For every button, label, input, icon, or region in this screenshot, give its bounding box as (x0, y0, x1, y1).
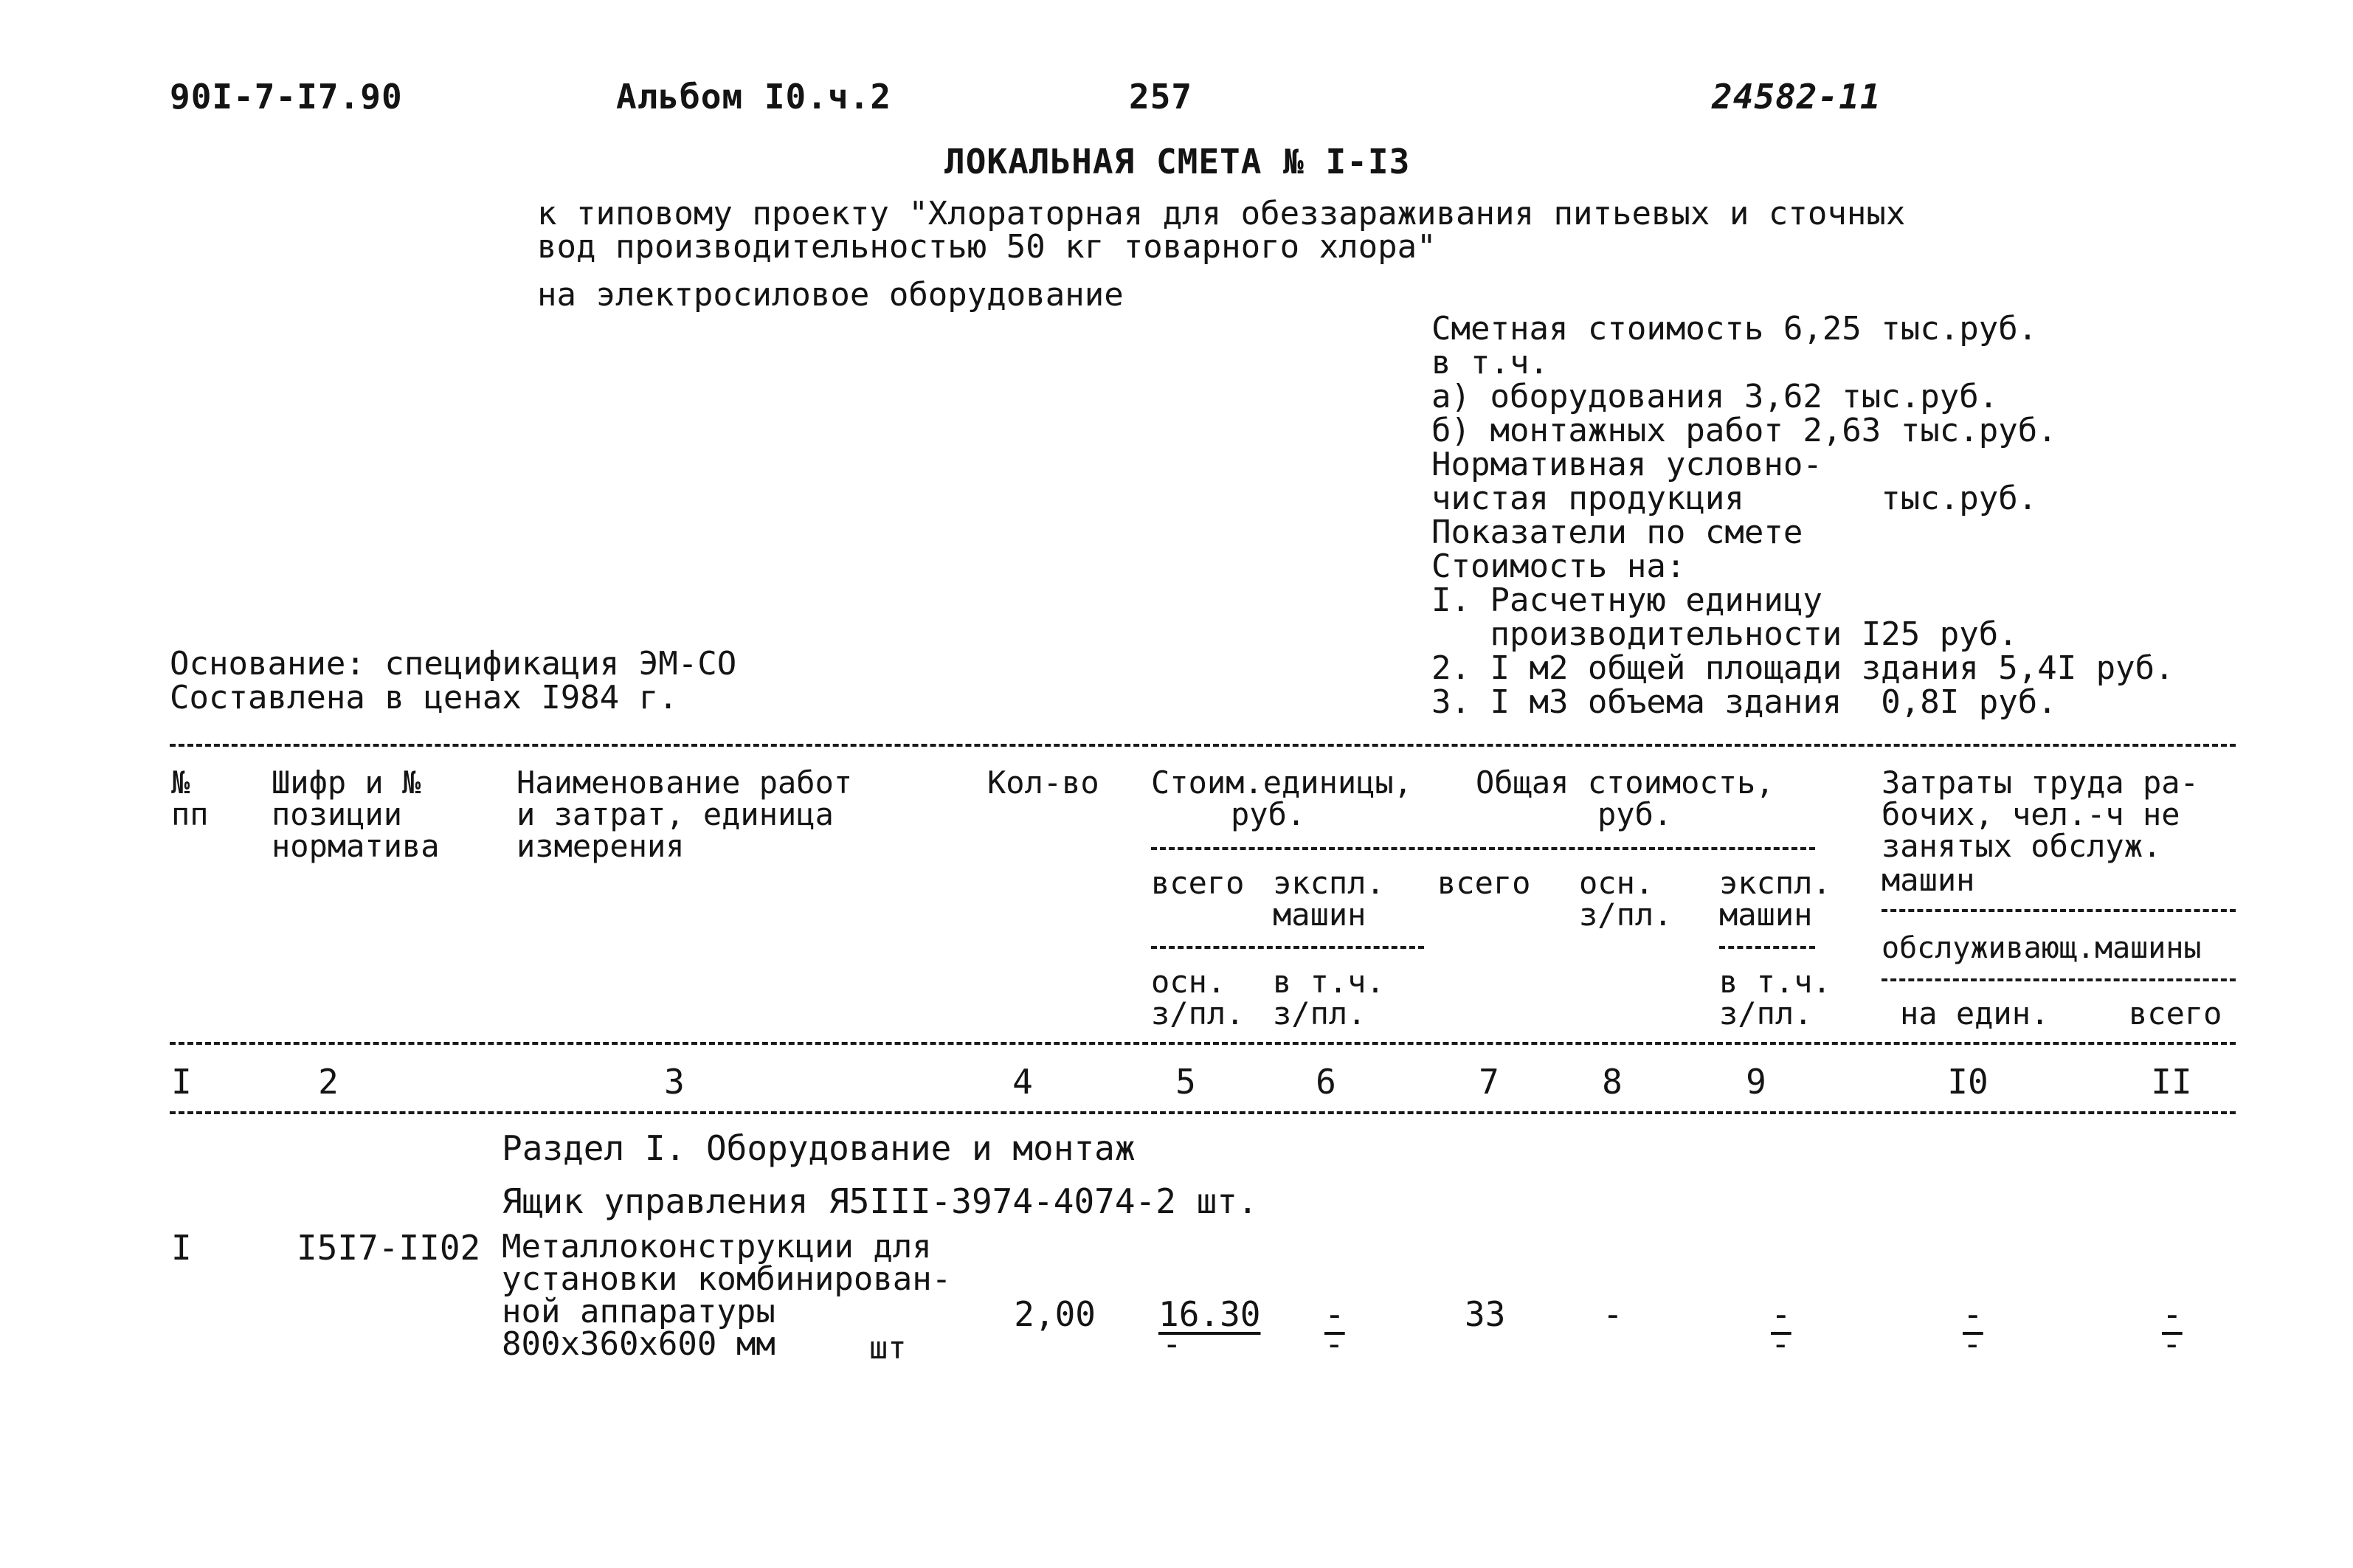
column-number: 4 (1012, 1062, 1033, 1102)
row-name-line: 800х360х600 мм (502, 1325, 775, 1363)
column-number: I (171, 1062, 192, 1102)
column-number: II (2151, 1062, 2192, 1102)
row-unit-total: 16.30 (1158, 1294, 1261, 1334)
table-top-rule (170, 744, 2236, 747)
document-code: 90I-7-I7.90 (170, 77, 403, 117)
row-total-machine: - (1771, 1294, 1791, 1334)
row-total-machine-sub: - (1771, 1325, 1791, 1363)
header-c6-top: машин (1273, 897, 1366, 933)
price-basis-line: Составлена в ценах I984 г. (170, 679, 678, 716)
header-labor: бочих, чел.-ч не (1882, 796, 2180, 832)
header-total-cost: Общая стоимость, (1476, 764, 1775, 801)
header-c9-top: экспл. (1719, 865, 1831, 901)
document-title: ЛОКАЛЬНАЯ СМЕТА № I-I3 (944, 142, 1411, 182)
column-number-rule (170, 1111, 2236, 1114)
sheet-number: 24582-11 (1712, 77, 1882, 117)
row-quantity: 2,00 (1014, 1294, 1096, 1334)
summary-line: Показатели по смете (1431, 514, 1803, 551)
header-code: норматива (272, 828, 440, 864)
header-c7-top: всего (1437, 865, 1531, 901)
row-name-line: Металлоконструкции для (502, 1228, 932, 1265)
header-name: измерения (516, 828, 685, 864)
column-number: I0 (1947, 1062, 1989, 1102)
summary-line: 3. I м3 объема здания 0,8I руб. (1431, 683, 2057, 721)
header-c9-bot: в т.ч. (1719, 964, 1831, 1000)
labor-subrule (1882, 909, 2236, 912)
purpose-line: на электросиловое оборудование (537, 276, 1124, 314)
row-total: 33 (1465, 1294, 1506, 1334)
album-number: Альбом I0.ч.2 (616, 77, 892, 117)
header-c6-bot: з/пл. (1273, 995, 1366, 1032)
header-c6-bot: в т.ч. (1273, 964, 1385, 1000)
section-title: Раздел I. Оборудование и монтаж (502, 1128, 1136, 1168)
page-number: 257 (1129, 77, 1193, 117)
summary-line: а) оборудования 3,62 тыс.руб. (1431, 378, 1999, 415)
summary-line: производительности I25 руб. (1431, 615, 2018, 653)
row-number: I (171, 1228, 192, 1268)
header-qty: Кол-во (987, 764, 1099, 801)
header-c9-bot: з/пл. (1719, 995, 1813, 1032)
subtitle-line-1: к типовому проекту "Хлораторная для обеззараживания питьевых и сточных (537, 195, 1906, 232)
column-number: 8 (1602, 1062, 1623, 1102)
header-total-cost: руб. (1597, 796, 1673, 832)
summary-line: I. Расчетную единицу (1431, 581, 1822, 619)
summary-line: чистая продукция тыс.руб. (1431, 480, 2038, 517)
header-c10: на един. (1900, 995, 2050, 1032)
row-code: I5I7-II02 (297, 1228, 481, 1268)
cost-subheader-rule (1151, 847, 1815, 850)
header-name: Наименование работ (516, 764, 853, 801)
summary-line: Стоимость на: (1431, 548, 1686, 585)
subsection-title: Ящик управления Я5III-3974-4074-2 шт. (502, 1181, 1258, 1221)
summary-line: 2. I м2 общей площади здания 5,4I руб. (1431, 649, 2174, 687)
machine-subrule (1719, 946, 1815, 949)
row-labor-unit: - (1963, 1294, 1983, 1334)
basis-line: Основание: спецификация ЭМ-СО (170, 645, 737, 683)
row-total-base-wage: - (1603, 1294, 1623, 1334)
header-code: Шифр и № (272, 764, 421, 801)
summary-line: в т.ч. (1431, 344, 1549, 381)
header-c6-top: экспл. (1273, 865, 1385, 901)
row-unit: шт (869, 1330, 907, 1366)
header-unit-cost: Стоим.единицы, (1151, 764, 1413, 801)
row-unit-machine-sub: - (1324, 1325, 1344, 1363)
row-unit-machine: - (1324, 1294, 1345, 1334)
summary-line: Сметная стоимость 6,25 тыс.руб. (1431, 310, 2038, 348)
header-name: и затрат, единица (516, 796, 834, 832)
subtitle-line-2: вод производительностью 50 кг товарного хлора" (537, 228, 1437, 266)
column-number: 5 (1175, 1062, 1196, 1102)
row-labor-total-sub: - (2162, 1325, 2182, 1363)
column-number: 7 (1479, 1062, 1499, 1102)
header-bottom-rule (170, 1042, 2236, 1045)
header-labor: Затраты труда ра- (1882, 764, 2199, 801)
header-num: пп (171, 796, 209, 832)
header-labor: машин (1882, 862, 1975, 898)
summary-line: Нормативная условно- (1431, 446, 1822, 483)
header-c5-bot: з/пл. (1151, 995, 1245, 1032)
header-c9-top: машин (1719, 897, 1813, 933)
header-unit-cost: руб. (1231, 796, 1306, 832)
labor-subrule-2 (1882, 978, 2236, 981)
column-number: 3 (664, 1062, 685, 1102)
row-unit-total-sub: - (1162, 1325, 1182, 1363)
header-c5-bot: осн. (1151, 964, 1226, 1000)
row-labor-unit-sub: - (1963, 1325, 1983, 1363)
header-labor: занятых обслуж. (1882, 828, 2162, 864)
header-num: № (171, 764, 190, 801)
row-name-line: установки комбинирован- (502, 1260, 952, 1298)
header-c5-top: всего (1151, 865, 1245, 901)
header-c8-top: з/пл. (1579, 897, 1673, 933)
header-code: позиции (272, 796, 403, 832)
header-c8-top: осн. (1579, 865, 1654, 901)
row-labor-total: - (2162, 1294, 2183, 1334)
header-labor-sub: обслуживающ.машины (1882, 931, 2202, 965)
column-number: 9 (1746, 1062, 1766, 1102)
summary-line: б) монтажных работ 2,63 тыс.руб. (1431, 412, 2057, 449)
column-number: 6 (1316, 1062, 1336, 1102)
unit-cost-subrule (1151, 946, 1424, 949)
column-number: 2 (318, 1062, 339, 1102)
header-c11: всего (2129, 995, 2222, 1032)
row-name-line: ной аппаратуры (502, 1293, 775, 1330)
